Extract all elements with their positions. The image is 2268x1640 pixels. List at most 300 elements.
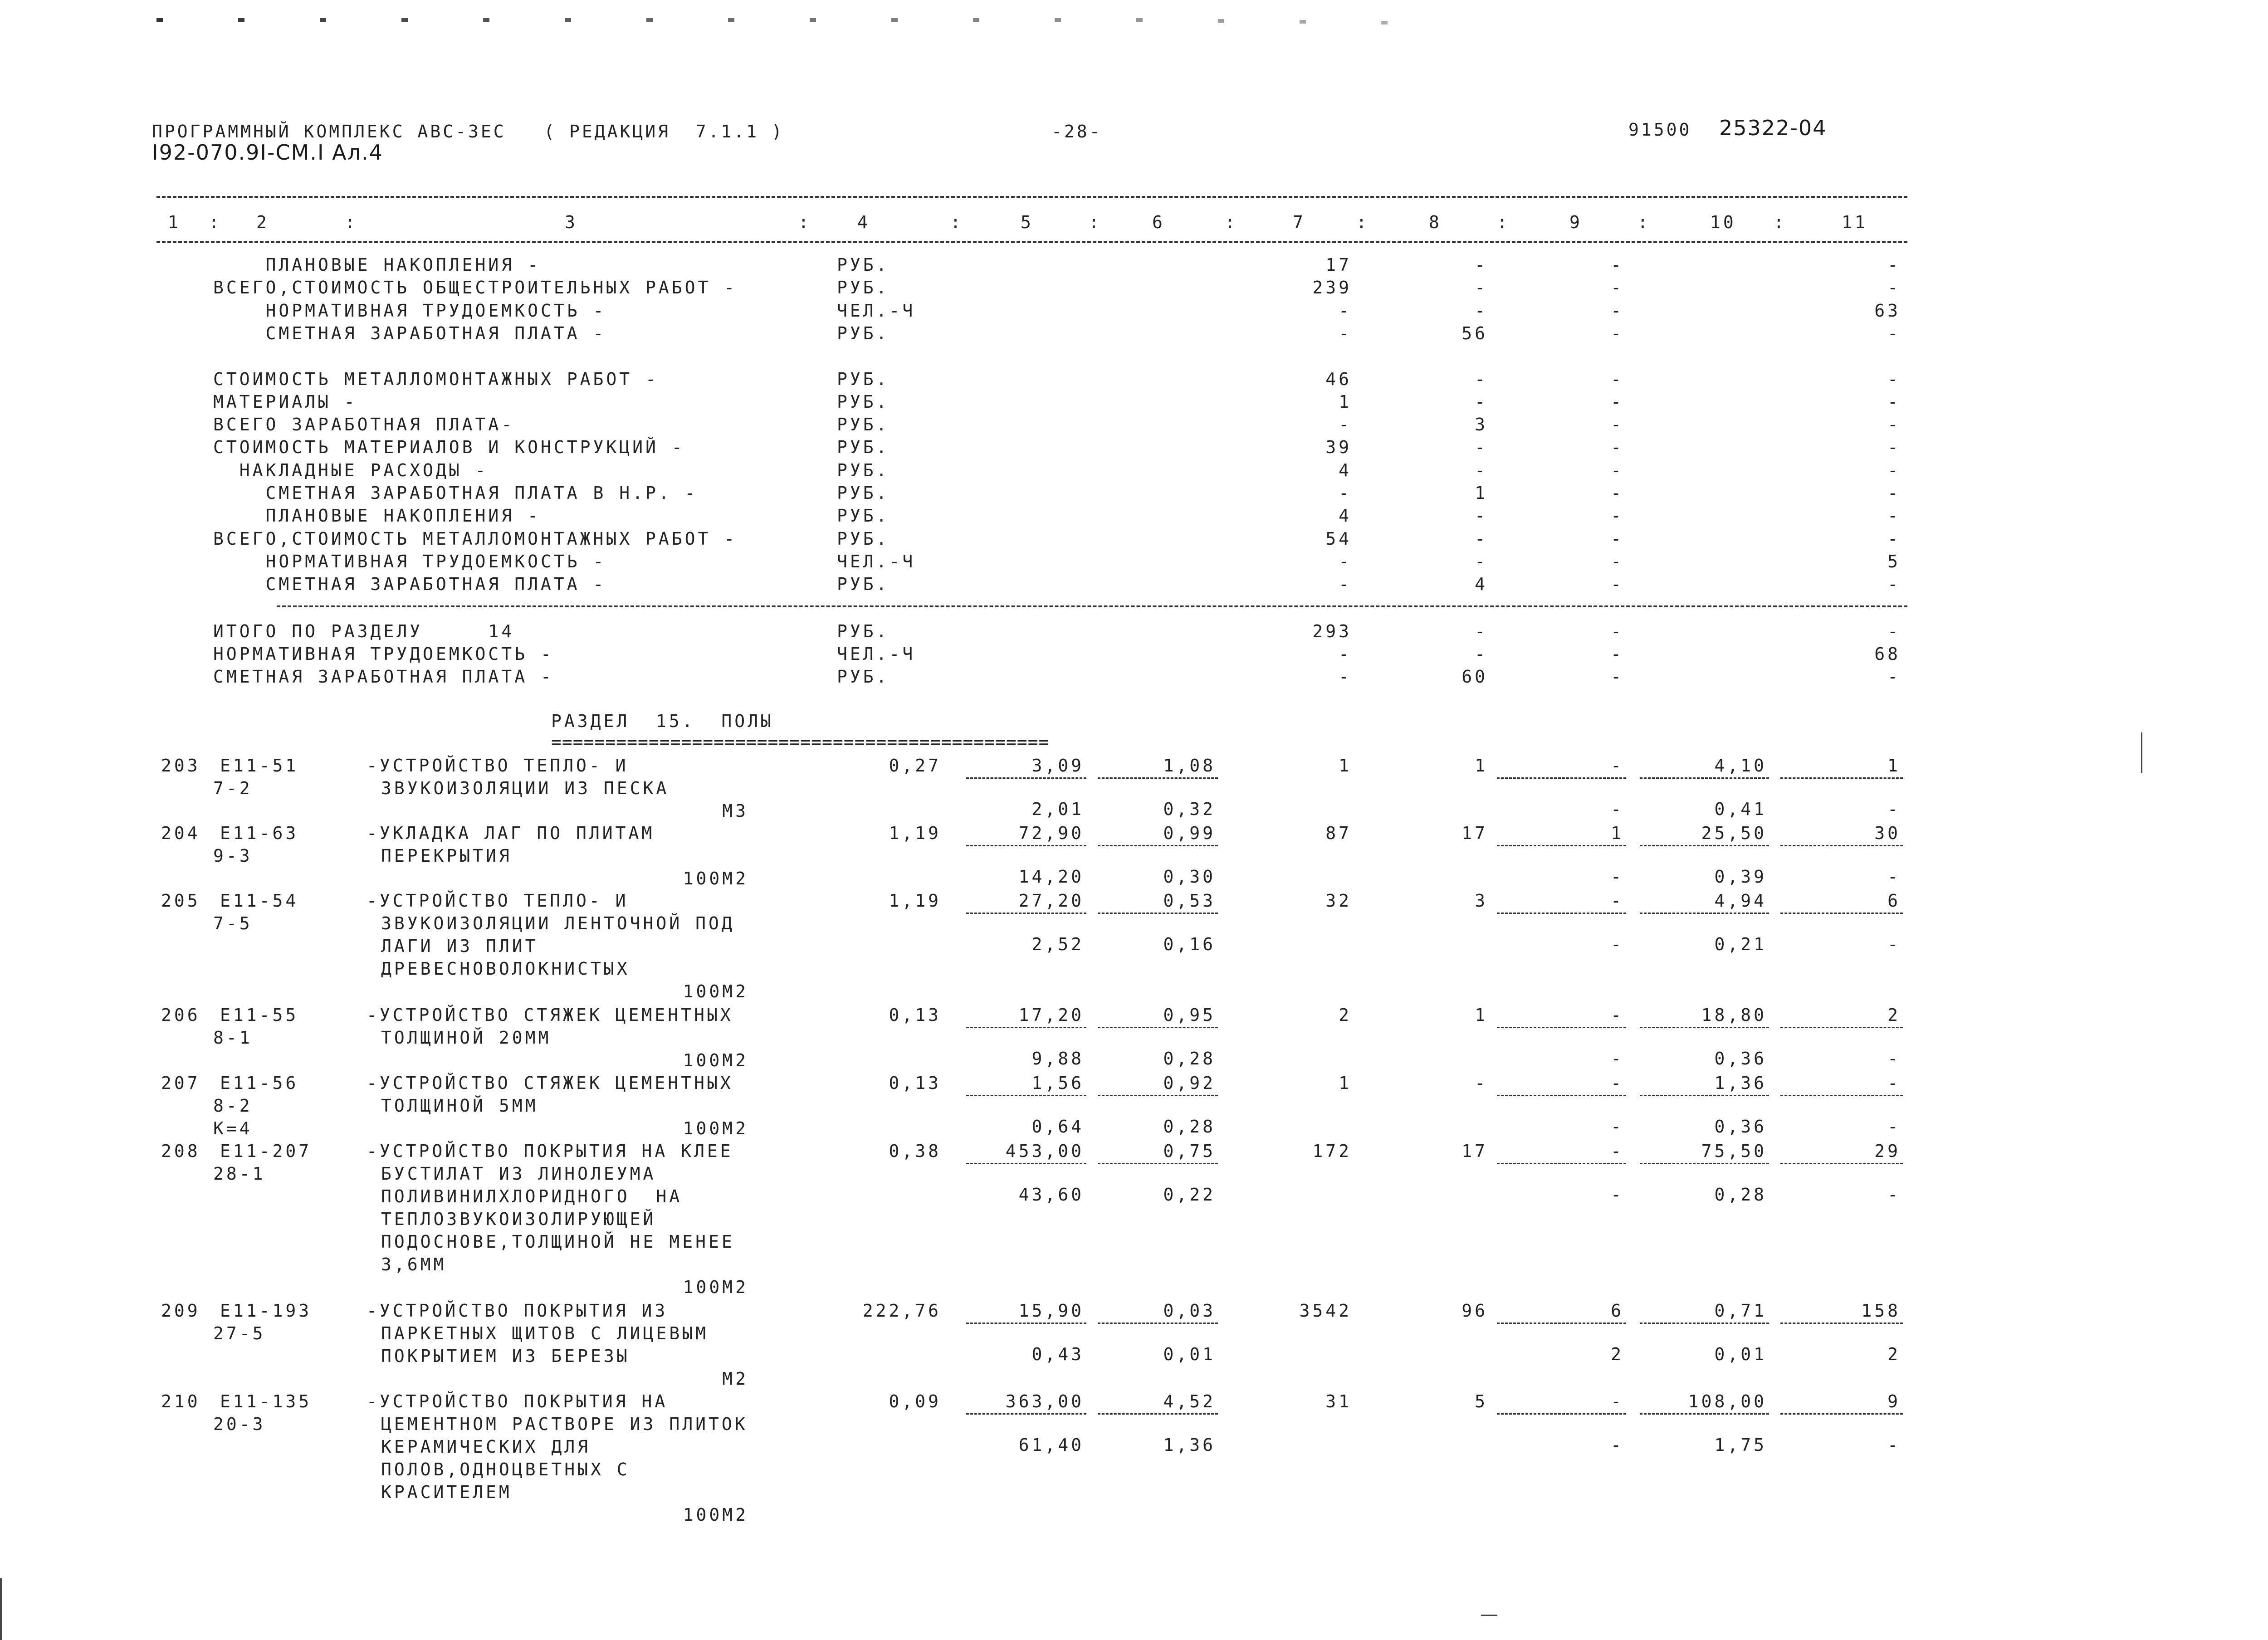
item-unit: 100М2 [683,981,748,1001]
summary-c8: - [1475,255,1488,275]
summary-c7: 17 [1325,255,1352,275]
item-unit-cost: 17,20 [1018,1005,1084,1025]
column-header-11: 11 [1842,212,1868,232]
item-total-wage: 17 [1461,823,1488,843]
item-labor-total: - [1887,1073,1901,1093]
perforation-dash [728,18,734,22]
item-labor-2: 0,39 [1714,867,1767,887]
item-labor-total-2: - [1887,867,1901,887]
item-unit: 100М2 [683,1118,748,1138]
summary-c7: - [1339,667,1352,687]
item-unit-wage: 0,95 [1163,1005,1216,1025]
item-unit-wage-2: 0,16 [1163,934,1216,954]
summary-c9: - [1611,460,1624,480]
item-labor: 18,80 [1701,1005,1767,1025]
item-unit: 100М2 [683,1505,748,1525]
item-unit-wage-2: 1,36 [1163,1435,1216,1455]
item-number: 207 [161,1073,200,1093]
item-unit-wage: 0,53 [1163,891,1216,911]
column-separator: : [1356,212,1369,232]
item-unit-wage: 1,08 [1163,756,1216,776]
item-unit-wage-2: 0,28 [1163,1049,1216,1069]
item-rule [1780,913,1903,914]
column-header-1: 1 [168,212,181,232]
summary-c7: 46 [1325,369,1352,389]
section-underline: ============================================== [551,732,1050,752]
item-c9-2: - [1611,1185,1624,1205]
item-labor-total: 6 [1887,891,1901,911]
item-labor-total-2: - [1887,1185,1901,1205]
item-rule [1640,1163,1769,1164]
item-unit-cost-2: 2,01 [1031,799,1084,819]
summary-label: НОРМАТИВНАЯ ТРУДОЕМКОСТЬ - [213,644,554,664]
item-rule [1780,1163,1903,1164]
item-description: 3,6ММ [381,1254,447,1274]
summary-c9: - [1611,483,1624,503]
item-unit-wage: 0,92 [1163,1073,1216,1093]
item-unit-wage-2: 0,01 [1163,1344,1216,1364]
summary-c11: - [1887,621,1901,641]
item-labor-total-2: - [1887,934,1901,954]
summary-c8: - [1475,391,1488,412]
item-number: 209 [161,1301,200,1321]
item-unit-cost-2: 61,40 [1018,1435,1084,1455]
summary-c11: 63 [1874,300,1901,321]
item-description: ПОЛОВ,ОДНОЦВЕТНЫХ С [381,1459,630,1479]
item-labor-total: 29 [1874,1141,1901,1161]
summary-c8: - [1475,369,1488,389]
item-quantity: 1,19 [889,823,941,843]
item-rule [966,1323,1086,1324]
item-code: Е11-207 [220,1141,312,1161]
item-labor-total: 158 [1861,1301,1901,1321]
summary-unit: ЧЕЛ.-Ч [837,551,916,571]
column-separator: : [1637,212,1651,232]
summary-label: ВСЕГО ЗАРАБОТНАЯ ПЛАТА- [213,415,515,435]
summary-c11: 68 [1874,644,1901,664]
perforation-dash [238,18,244,22]
summary-c9: - [1611,437,1624,458]
item-c9: - [1611,1005,1624,1025]
item-labor-2: 0,41 [1714,799,1767,819]
perforation-dash [1136,18,1143,22]
item-unit-wage: 0,75 [1163,1141,1216,1161]
summary-c7: - [1339,323,1352,343]
item-description: ТОЛЩИНОЙ 5ММ [381,1096,538,1116]
item-labor: 108,00 [1688,1391,1767,1411]
summary-unit: РУБ. [837,621,890,641]
item-labor-total-2: - [1887,1049,1901,1069]
item-rule [966,777,1086,779]
item-code: 28-1 [213,1164,266,1184]
summary-unit: РУБ. [837,506,890,526]
item-quantity: 1,19 [889,891,941,911]
item-unit-cost: 72,90 [1018,823,1084,843]
scan-speck [1481,1615,1497,1616]
summary-label: НОРМАТИВНАЯ ТРУДОЕМКОСТЬ - [213,551,606,571]
item-unit-cost: 27,20 [1018,891,1084,911]
item-rule [1497,845,1626,846]
item-labor-total-2: - [1887,1435,1901,1455]
item-unit-cost-2: 0,43 [1031,1344,1084,1364]
item-rule [1780,777,1903,779]
summary-unit: РУБ. [837,528,890,549]
item-rule [966,1413,1086,1415]
summary-unit: РУБ. [837,323,890,343]
item-total-wage: 1 [1475,756,1488,776]
summary-label: ВСЕГО,СТОИМОСТЬ ОБЩЕСТРОИТЕЛЬНЫХ РАБОТ - [213,278,738,298]
item-description: -УСТРОЙСТВО СТЯЖЕК ЦЕМЕНТНЫХ [367,1073,733,1093]
summary-c8: - [1475,551,1488,571]
summary-c8: - [1475,278,1488,298]
item-code: 9-3 [213,846,253,866]
item-unit-wage-2: 0,28 [1163,1117,1216,1137]
summary-c8: 3 [1475,415,1488,435]
item-description: ЗВУКОИЗОЛЯЦИИ ИЗ ПЕСКА [381,778,670,798]
column-separator: : [1225,212,1238,232]
item-code: 7-2 [213,778,253,798]
item-rule [1098,1413,1218,1415]
item-quantity: 0,38 [889,1141,941,1161]
item-total-cost: 1 [1339,756,1352,776]
item-code: Е11-63 [220,823,299,843]
summary-c7: - [1339,574,1352,595]
item-total-cost: 2 [1339,1005,1352,1025]
summary-label: ИТОГО ПО РАЗДЕЛУ 14 [213,621,515,641]
summary-c9: - [1611,574,1624,595]
item-c9-2: - [1611,1435,1624,1455]
item-labor-2: 0,01 [1714,1344,1767,1364]
item-total-cost: 87 [1325,823,1352,843]
summary-c11: - [1887,506,1901,526]
item-quantity: 222,76 [862,1301,941,1321]
column-header-3: 3 [565,212,578,232]
item-labor: 4,94 [1714,891,1767,911]
item-description: -УСТРОЙСТВО ТЕПЛО- И [367,891,629,911]
item-description: -УСТРОЙСТВО ПОКРЫТИЯ НА [367,1391,668,1411]
summary-label: МАТЕРИАЛЫ - [213,391,357,412]
summary-unit: РУБ. [837,369,890,389]
item-code: 7-5 [213,913,253,933]
item-unit-cost: 453,00 [1005,1141,1084,1161]
item-description: КЕРАМИЧЕСКИХ ДЛЯ [381,1437,591,1457]
perforation-dash [1055,18,1061,22]
item-c9-2: - [1611,867,1624,887]
item-description: -УСТРОЙСТВО ТЕПЛО- И [367,756,629,776]
summary-c9: - [1611,391,1624,412]
perforation-dash [320,18,326,22]
item-rule [1640,1027,1769,1028]
item-description: КРАСИТЕЛЕМ [381,1482,512,1502]
item-total-cost: 3542 [1299,1301,1352,1321]
item-unit-cost: 3,09 [1031,756,1084,776]
item-unit-cost-2: 9,88 [1031,1049,1084,1069]
summary-c7: - [1339,300,1352,321]
item-code: Е11-51 [220,756,299,776]
summary-unit: РУБ. [837,391,890,412]
document-number: I92-070.9I-СМ.I Ал.4 [152,140,383,165]
item-labor-total-2: 2 [1887,1344,1901,1364]
item-rule [966,845,1086,846]
summary-c8: 1 [1475,483,1488,503]
header-rule-top [156,196,1907,198]
handwritten-code: 25322-04 [1719,116,1827,140]
column-separator: : [798,212,811,232]
item-rule [1098,1323,1218,1324]
item-rule [966,1027,1086,1028]
item-description: ЦЕМЕНТНОМ РАСТВОРЕ ИЗ ПЛИТОК [381,1414,748,1434]
item-quantity: 0,09 [889,1391,941,1411]
perforation-dash [891,18,898,22]
summary-label: СМЕТНАЯ ЗАРАБОТНАЯ ПЛАТА В Н.Р. - [213,483,698,503]
item-labor-2: 0,36 [1714,1049,1767,1069]
item-total-cost: 32 [1325,891,1352,911]
item-c9: - [1611,1073,1624,1093]
summary-c9: - [1611,506,1624,526]
perforation-dash [401,18,408,22]
summary-c7: - [1339,551,1352,571]
printed-code: 91500 [1628,120,1692,140]
item-description: БУСТИЛАТ ИЗ ЛИНОЛЕУМА [381,1164,656,1184]
item-labor: 4,10 [1714,756,1767,776]
item-code: Е11-54 [220,891,299,911]
summary-c8: - [1475,506,1488,526]
column-header-4: 4 [857,212,870,232]
summary-c11: - [1887,528,1901,549]
summary-c11: - [1887,415,1901,435]
item-c9: 6 [1611,1301,1624,1321]
column-header-8: 8 [1429,212,1442,232]
summary-label: ПЛАНОВЫЕ НАКОПЛЕНИЯ - [213,255,541,275]
item-total-wage: 1 [1475,1005,1488,1025]
item-unit-wage-2: 0,30 [1163,867,1216,887]
item-quantity: 0,27 [889,756,941,776]
item-labor-total-2: - [1887,799,1901,819]
summary-c7: 39 [1325,437,1352,458]
item-unit-cost-2: 0,64 [1031,1117,1084,1137]
item-labor-total-2: - [1887,1117,1901,1137]
item-c9-2: 2 [1611,1344,1624,1364]
item-description: -УКЛАДКА ЛАГ ПО ПЛИТАМ [367,823,655,843]
item-number: 204 [161,823,200,843]
item-total-wage: 17 [1461,1141,1488,1161]
summary-c7: 54 [1325,528,1352,549]
item-unit: 100М2 [683,869,748,888]
summary-c7: - [1339,483,1352,503]
item-rule [1098,1163,1218,1164]
item-code: Е11-55 [220,1005,299,1025]
item-labor-2: 0,36 [1714,1117,1767,1137]
column-header-10: 10 [1710,212,1736,232]
summary-c9: - [1611,255,1624,275]
perforation-dash [810,18,816,22]
summary-c11: - [1887,437,1901,458]
item-rule [1640,845,1769,846]
item-description: ПОДОСНОВЕ,ТОЛЩИНОЙ НЕ МЕНЕЕ [381,1232,735,1252]
summary-unit: РУБ. [837,415,890,435]
summary-c9: - [1611,621,1624,641]
item-c9: - [1611,1141,1624,1161]
column-header-9: 9 [1569,212,1583,232]
item-description: ЗВУКОИЗОЛЯЦИИ ЛЕНТОЧНОЙ ПОД [381,913,735,933]
perforation-dash [1381,21,1388,24]
item-rule [1780,1323,1903,1324]
item-unit-cost: 1,56 [1031,1073,1084,1093]
item-rule [1640,777,1769,779]
summary-unit: РУБ. [837,255,890,275]
item-unit-cost-2: 14,20 [1018,867,1084,887]
item-total-wage: - [1475,1073,1488,1093]
item-labor: 75,50 [1701,1141,1767,1161]
item-total-wage: 5 [1475,1391,1488,1411]
page-number: -28- [1051,122,1102,142]
item-unit: 100М2 [683,1277,748,1297]
item-rule [1640,913,1769,914]
column-separator: : [1774,212,1787,232]
item-c9: - [1611,1391,1624,1411]
column-header-2: 2 [256,212,269,232]
item-c9: 1 [1611,823,1624,843]
summary-c8: - [1475,300,1488,321]
summary-c11: - [1887,574,1901,595]
item-rule [1497,1027,1626,1028]
summary-c9: - [1611,323,1624,343]
item-number: 206 [161,1005,200,1025]
item-rule [1098,913,1218,914]
column-separator: : [209,212,222,232]
summary-c9: - [1611,667,1624,687]
item-rule [1640,1323,1769,1324]
summary-c11: - [1887,483,1901,503]
item-description: ПЕРЕКРЫТИЯ [381,846,512,866]
item-unit-cost-2: 43,60 [1018,1185,1084,1205]
perforation-dash [1300,20,1306,24]
item-quantity: 0,13 [889,1005,941,1025]
summary-unit: РУБ. [837,278,890,298]
summary-label: ВСЕГО,СТОИМОСТЬ МЕТАЛЛОМОНТАЖНЫХ РАБОТ - [213,528,738,549]
perforation-dash [973,18,979,22]
item-description: ПАРКЕТНЫХ ЩИТОВ С ЛИЦЕВЫМ [381,1323,709,1343]
scan-mark [2141,732,2142,773]
item-labor-total: 9 [1887,1391,1901,1411]
summary-c11: - [1887,391,1901,412]
summary-unit: РУБ. [837,667,890,687]
item-rule [1497,913,1626,914]
perforation-dash [483,18,489,22]
item-unit: М3 [722,801,748,821]
column-separator: : [1089,212,1102,232]
column-header-5: 5 [1021,212,1034,232]
item-quantity: 0,13 [889,1073,941,1093]
item-labor-2: 0,21 [1714,934,1767,954]
summary-unit: РУБ. [837,483,890,503]
item-total-cost: 1 [1339,1073,1352,1093]
summary-c8: 56 [1461,323,1488,343]
item-description: ТОЛЩИНОЙ 20ММ [381,1028,552,1048]
item-description: -УСТРОЙСТВО СТЯЖЕК ЦЕМЕНТНЫХ [367,1005,733,1025]
item-rule [1098,777,1218,779]
item-unit-wage: 0,99 [1163,823,1216,843]
summary-unit: РУБ. [837,574,890,595]
summary-c11: - [1887,460,1901,480]
item-total-wage: 96 [1461,1301,1488,1321]
summary-c9: - [1611,415,1624,435]
item-code: 27-5 [213,1323,266,1343]
summary-c7: - [1339,644,1352,664]
item-number: 210 [161,1391,200,1411]
item-rule [1098,845,1218,846]
item-description: ДРЕВЕСНОВОЛОКНИСТЫХ [381,959,630,979]
item-unit-wage: 4,52 [1163,1391,1216,1411]
summary-c8: - [1475,460,1488,480]
item-labor: 25,50 [1701,823,1767,843]
item-total-cost: 31 [1325,1391,1352,1411]
perforation-dash [565,18,571,22]
column-separator: : [345,212,358,232]
summary-c9: - [1611,644,1624,664]
summary-label: СМЕТНАЯ ЗАРАБОТНАЯ ПЛАТА - [213,323,606,343]
summary-c8: 60 [1461,667,1488,687]
item-rule [1497,1323,1626,1324]
item-code: Е11-193 [220,1301,312,1321]
item-unit-cost: 15,90 [1018,1301,1084,1321]
item-description: ЛАГИ ИЗ ПЛИТ [381,936,538,956]
item-rule [1497,1413,1626,1415]
totals-rule [277,605,1907,607]
item-description: -УСТРОЙСТВО ПОКРЫТИЯ ИЗ [367,1301,668,1321]
item-rule [1497,1163,1626,1164]
summary-c11: 5 [1887,551,1901,571]
item-unit-cost: 363,00 [1005,1391,1084,1411]
item-rule [1640,1413,1769,1415]
summary-c7: 4 [1339,460,1352,480]
item-c9-2: - [1611,799,1624,819]
item-code: 8-2 [213,1096,253,1116]
scan-edge [0,1578,2,1640]
item-rule [1497,777,1626,779]
column-header-7: 7 [1293,212,1306,232]
summary-c7: 293 [1312,621,1352,641]
item-unit: 100М2 [683,1050,748,1070]
item-unit-wage-2: 0,32 [1163,799,1216,819]
item-labor-2: 1,75 [1714,1435,1767,1455]
column-separator: : [950,212,963,232]
item-unit-cost-2: 2,52 [1031,934,1084,954]
item-code: 20-3 [213,1414,266,1434]
item-labor-total: 30 [1874,823,1901,843]
summary-c11: - [1887,255,1901,275]
item-code: 8-1 [213,1028,253,1048]
item-c9-2: - [1611,934,1624,954]
summary-unit: РУБ. [837,460,890,480]
summary-c8: - [1475,621,1488,641]
item-description: ПОКРЫТИЕМ ИЗ БЕРЕЗЫ [381,1346,630,1366]
program-title: ПРОГРАММНЫЙ КОМПЛЕКС АВС-ЗЕС ( РЕДАКЦИЯ 7.1.1 ) [152,122,784,142]
item-rule [1780,845,1903,846]
item-rule [1780,1027,1903,1028]
summary-c9: - [1611,528,1624,549]
item-labor-total: 1 [1887,756,1901,776]
summary-label: СТОИМОСТЬ МЕТАЛЛОМОНТАЖНЫХ РАБОТ - [213,369,659,389]
item-code: К=4 [213,1118,253,1138]
summary-c7: - [1339,415,1352,435]
item-description: ПОЛИВИНИЛХЛОРИДНОГО НА [381,1186,683,1206]
item-rule [1098,1027,1218,1028]
summary-c11: - [1887,278,1901,298]
summary-label: НОРМАТИВНАЯ ТРУДОЕМКОСТЬ - [213,300,606,321]
perforation-dash [156,18,163,22]
perforation-dash [1218,19,1224,23]
